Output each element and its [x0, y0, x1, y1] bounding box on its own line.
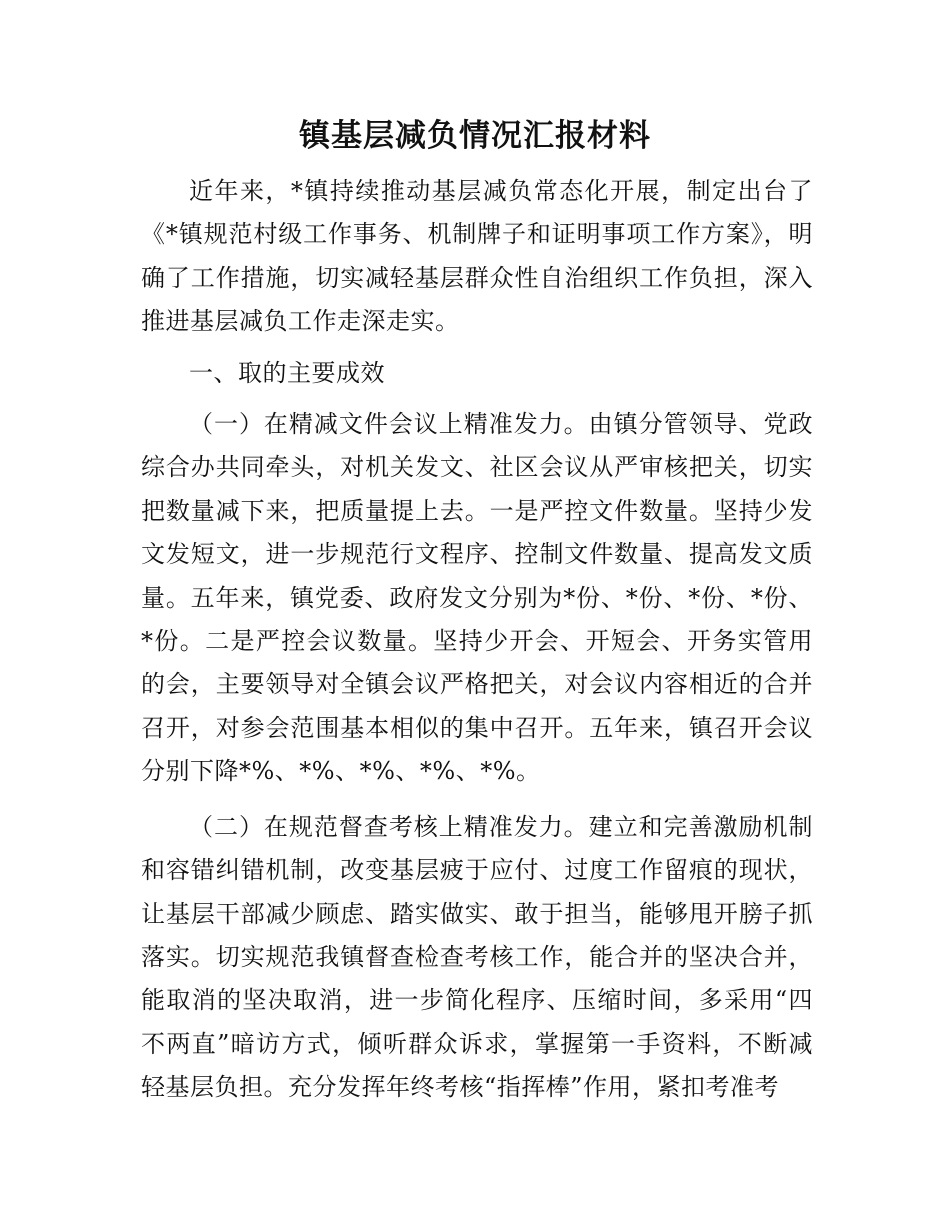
subsection-2-paragraph: （二）在规范督查考核上精准发力。建立和完善激励机制和容错纠错机制，改变基层疲于应付、过度工作留痕的现状，让基层干部减少顾虑、踏实做实、敢于担当，能够甩开膀子抓落实。切实规范我镇督查检查考核工作，能合并的坚决合并，能取消的坚决取消，进一步简化程序、压缩时间，多采用“四不两直”暗访方式，倾听群众诉求，掌握第一手资料，不断减轻基层负担。充分发挥年终考核“指挥棒”作用，紧扣考准考 — [141, 812, 813, 1102]
document-body — [141, 170, 813, 1110]
section-heading: 一、取的主要成效 — [189, 358, 385, 387]
subsection-1-paragraph: （一）在精减文件会议上精准发力。由镇分管领导、党政综合办共同牵头，对机关发文、社区会议从严审核把关，切实把数量减下来，把质量提上去。一是严控文件数量。坚持少发文发短文，进一步规范行文程序、控制文件数量、提高发文质量。五年来，镇党委、政府发文分别为*份、*份、*份、*份、*份。二是严控会议数量。坚持少开会、开短会、开务实管用的会，主要领导对全镇会议严格把关，对会议内容相近的合并召开，对参会范围基本相似的集中召开。五年来，镇召开会议分别下降*%、*%、*%、*%、*%。 — [141, 410, 813, 786]
intro-paragraph: 近年来，*镇持续推动基层减负常态化开展，制定出台了《*镇规范村级工作事务、机制牌子和证明事项工作方案》，明确了工作措施，切实减轻基层群众性自治组织工作负担，深入推进基层减负工作走深走实。 — [141, 177, 813, 336]
document-title: 镇基层减负情况汇报材料 — [299, 118, 651, 154]
